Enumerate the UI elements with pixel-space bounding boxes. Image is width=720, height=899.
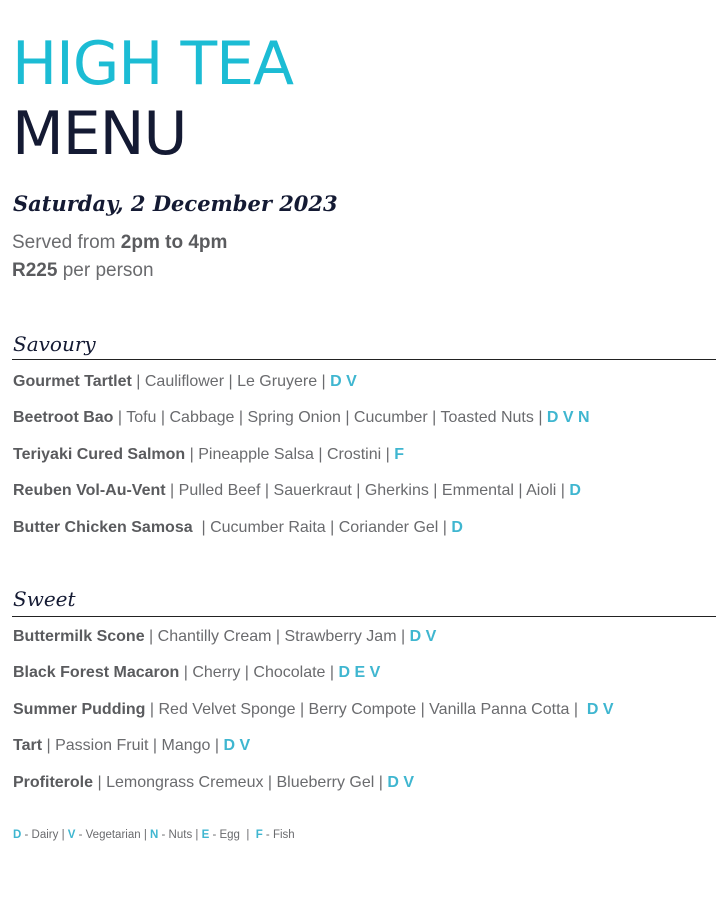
item-details: | Cauliflower | Le Gruyere |: [131, 373, 331, 390]
item-name: Tart: [13, 737, 43, 754]
item-name: Gourmet Tartlet: [13, 373, 132, 390]
allergen-codes: F: [394, 446, 404, 463]
legend-label-vegetarian: - Vegetarian |: [75, 829, 151, 841]
item-name: Summer Pudding: [13, 701, 146, 718]
section-title-sweet: Sweet: [13, 587, 76, 611]
legend-label-nuts: - Nuts |: [158, 829, 202, 841]
legend-label-dairy: - Dairy |: [21, 829, 68, 841]
allergen-codes: D V: [223, 737, 251, 754]
menu-item: [13, 626, 436, 648]
item-details: | Chantilly Cream | Strawberry Jam |: [144, 628, 410, 645]
title-high-tea: HIGH TEA: [12, 29, 294, 99]
served-time-line: [12, 230, 227, 256]
allergen-codes: D: [569, 482, 581, 499]
allergen-codes: D V: [409, 628, 437, 645]
item-details: | Tofu | Cabbage | Spring Onion | Cucumber | Toasted Nuts |: [113, 409, 547, 426]
served-prefix: Served from: [12, 232, 121, 253]
allergen-codes: D V: [387, 774, 415, 791]
item-details: | Passion Fruit | Mango |: [42, 737, 224, 754]
item-name: Buttermilk Scone: [13, 628, 145, 645]
menu-item: [13, 517, 463, 539]
item-details: | Pulled Beef | Sauerkraut | Gherkins | Emmental | Aioli |: [165, 482, 570, 499]
allergen-codes: D: [451, 519, 463, 536]
served-time: 2pm to 4pm: [120, 232, 228, 253]
menu-item: [13, 371, 357, 393]
item-name: Profiterole: [13, 774, 94, 791]
menu-item: [13, 407, 590, 429]
item-details: | Red Velvet Sponge | Berry Compote | Vanilla Panna Cotta |: [145, 701, 587, 718]
menu-item: [13, 699, 614, 721]
price-suffix: per person: [57, 260, 154, 281]
item-details: | Cherry | Chocolate |: [179, 664, 339, 681]
section-divider: [12, 616, 716, 617]
section-divider: [12, 359, 716, 360]
menu-item: [13, 444, 404, 466]
allergen-codes: D E V: [338, 664, 381, 681]
legend-code-nuts: N: [150, 829, 159, 841]
item-name: Teriyaki Cured Salmon: [13, 446, 186, 463]
item-details: | Pineapple Salsa | Crostini |: [185, 446, 395, 463]
allergen-legend: [13, 827, 295, 843]
price: R225: [12, 260, 58, 281]
price-line: [12, 258, 154, 284]
title-menu: MENU: [12, 99, 187, 169]
legend-code-egg: E: [201, 829, 210, 841]
item-name: Black Forest Macaron: [13, 664, 180, 681]
item-name: Butter Chicken Samosa: [13, 519, 193, 536]
allergen-codes: D V: [330, 373, 357, 390]
legend-label-egg: - Egg |: [209, 829, 256, 841]
allergen-codes: D V N: [546, 409, 590, 426]
item-name: Reuben Vol-Au-Vent: [13, 482, 166, 499]
allergen-codes: D V: [586, 701, 614, 718]
item-name: Beetroot Bao: [13, 409, 114, 426]
legend-label-fish: - Fish: [262, 829, 295, 841]
item-details: | Cucumber Raita | Coriander Gel |: [192, 519, 452, 536]
menu-item: [13, 480, 581, 502]
menu-item: [13, 772, 414, 794]
section-title-savoury: Savoury: [13, 332, 96, 356]
legend-code-dairy: D: [13, 829, 22, 841]
event-date: Saturday, 2 December 2023: [13, 191, 338, 216]
legend-code-vegetarian: V: [67, 829, 76, 841]
item-details: | Lemongrass Cremeux | Blueberry Gel |: [93, 774, 388, 791]
menu-item: [13, 662, 380, 684]
menu-item: [13, 735, 250, 757]
legend-code-fish: F: [255, 829, 263, 841]
